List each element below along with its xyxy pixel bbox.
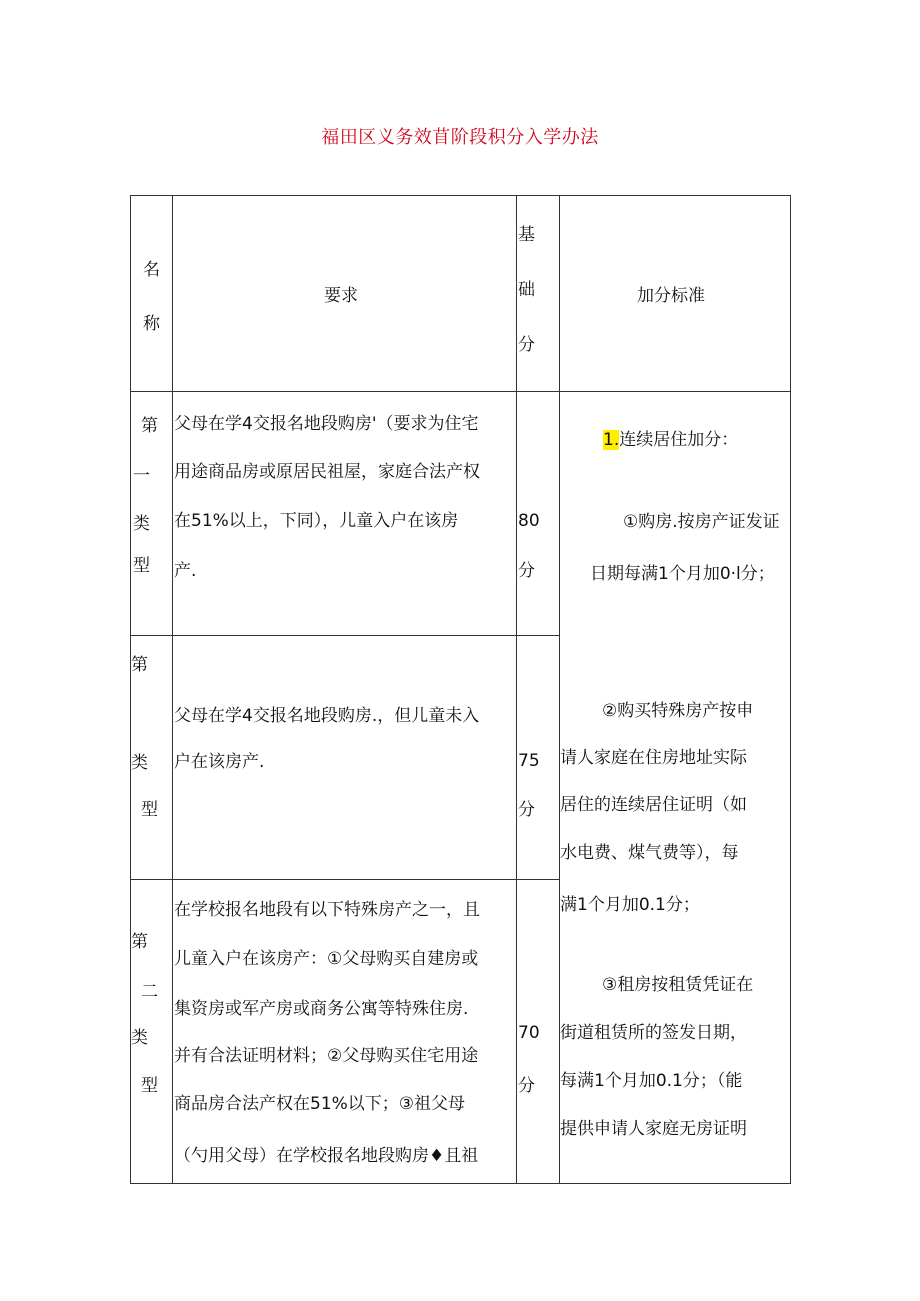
row-type-char: 一 xyxy=(133,466,150,486)
bonus-special-line: ②购买特殊房产按申 xyxy=(602,701,754,721)
row-type-char: 第 xyxy=(131,932,148,952)
bonus-purchase-line: 日期每满1个月加0·l分； xyxy=(590,564,775,584)
row-type-char: 类 xyxy=(131,1028,148,1048)
bonus-item-1-text: 连续居住加分： xyxy=(619,430,739,450)
header-requirement: 要求 xyxy=(324,286,358,306)
bonus-purchase-line: ①购房.按房产证发证 xyxy=(623,512,780,532)
requirement-line: 集资房或军产房或商务公寓等特殊住房. xyxy=(174,999,469,1019)
requirement-line: 并有合法证明材料；②父母购买住宅用途 xyxy=(174,1046,479,1066)
requirement-line: 在学校报名地段有以下特殊房产之一，且 xyxy=(174,900,480,920)
document-title: 福田区义务效苜阶段积分入学办法 xyxy=(321,127,599,148)
row-type-char: 型 xyxy=(133,556,150,576)
row-type-char: 类 xyxy=(131,753,148,773)
requirement-line: 父母在学4交报名地段购房'（要求为住宅 xyxy=(174,414,479,434)
bonus-standard-cell xyxy=(560,392,790,1183)
bonus-rent-line: 提供申请人家庭无房证明 xyxy=(560,1119,747,1139)
requirement-line: 在51%以上，下同），儿童入户在该房 xyxy=(174,511,459,531)
highlight-marker: 1. xyxy=(603,430,620,450)
row-score-unit: 分 xyxy=(518,561,535,581)
row-requirement-cell xyxy=(173,636,516,879)
header-base-char: 基 xyxy=(518,225,535,245)
bonus-special-line: 水电费、煤气费等），每 xyxy=(560,843,739,863)
row-requirement-cell xyxy=(173,392,516,635)
header-bonus-cell xyxy=(560,196,790,391)
row-type-char: 类 xyxy=(133,514,150,534)
bonus-rent-line: 每满1个月加0.1分；（能 xyxy=(560,1071,743,1091)
bonus-rent-line: 街道租赁所的签发日期， xyxy=(560,1023,747,1043)
requirement-line: 商品房合法产权在51%以下；③祖父母 xyxy=(174,1094,466,1114)
requirement-line: 儿童入户在该房产：①父母购买自建房或 xyxy=(174,949,479,969)
requirement-line: 用途商品房或原居民祖屋，家庭合法产权 xyxy=(174,462,480,482)
table-header-row xyxy=(131,196,791,392)
row-requirement-cell xyxy=(173,880,516,1183)
header-base-char: 分 xyxy=(518,335,535,355)
row-score: 75 xyxy=(518,751,540,771)
row-score-cell xyxy=(517,636,559,879)
row-type-char: 型 xyxy=(141,800,158,820)
row-type-char: 二 xyxy=(141,982,158,1002)
header-name-char: 称 xyxy=(143,314,160,334)
requirement-line: 产. xyxy=(174,561,197,581)
row-type-char: 型 xyxy=(141,1076,158,1096)
row-type-cell xyxy=(131,636,172,879)
requirement-line: （勺用父母）在学校报名地段购房♦且祖 xyxy=(174,1146,479,1166)
row-type-cell xyxy=(131,880,172,1183)
header-base-cell xyxy=(517,196,559,391)
requirement-line: 父母在学4交报名地段购房.，但儿童未入 xyxy=(174,706,480,726)
table-row xyxy=(131,392,791,636)
bonus-special-line: 请人家庭在住房地址实际 xyxy=(560,748,747,768)
bonus-special-line: 满1个月加0.1分； xyxy=(560,895,700,915)
row-type-char: 第 xyxy=(131,655,148,675)
header-name-cell xyxy=(131,196,172,391)
row-type-cell xyxy=(131,392,172,635)
row-score-cell xyxy=(517,880,559,1183)
row-score: 70 xyxy=(518,1023,540,1043)
header-name-char: 名 xyxy=(143,260,160,280)
row-score-unit: 分 xyxy=(518,1076,535,1096)
row-score-cell xyxy=(517,392,559,635)
row-score-unit: 分 xyxy=(518,800,535,820)
row-type-char: 第 xyxy=(141,416,158,436)
requirement-line: 户在该房产. xyxy=(174,752,265,772)
row-score: 80 xyxy=(518,511,540,531)
header-requirement-cell xyxy=(173,196,516,391)
bonus-item-1 xyxy=(603,432,738,449)
bonus-special-line: 居住的连续居住证明（如 xyxy=(560,795,747,815)
header-bonus: 加分标准 xyxy=(637,286,705,306)
bonus-rent-line: ③租房按租赁凭证在 xyxy=(602,975,754,995)
header-base-char: 础 xyxy=(518,280,535,300)
admission-points-table xyxy=(130,195,791,1184)
